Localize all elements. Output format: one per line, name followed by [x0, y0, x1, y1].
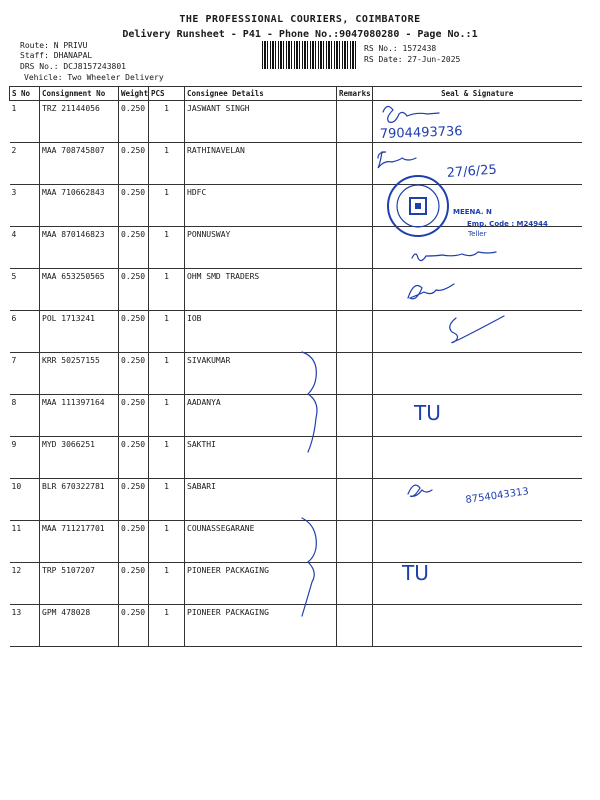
- cell-consignment: MAA 653250565: [40, 269, 119, 311]
- row1-phone-handwritten: 7904493736: [379, 124, 463, 142]
- cell-signature: [373, 395, 582, 437]
- table-row: [10, 101, 582, 143]
- cell-pcs: 1: [149, 479, 185, 521]
- cell-consignment: MYD 3066251: [40, 437, 119, 479]
- cell-weight: 0.250: [119, 437, 149, 479]
- table-row: [10, 311, 582, 353]
- cell-consignee: AADANYA: [185, 395, 337, 437]
- cell-sno: 13: [10, 605, 40, 647]
- table-row: [10, 353, 582, 395]
- cell-signature: [373, 479, 582, 521]
- cell-weight: 0.250: [119, 563, 149, 605]
- cell-signature: [373, 353, 582, 395]
- table-row: [10, 395, 582, 437]
- cell-weight: 0.250: [119, 143, 149, 185]
- runsheet-table: [9, 86, 582, 647]
- col-remarks: Remarks: [337, 87, 373, 101]
- table-row: [10, 479, 582, 521]
- runsheet-subtitle: Delivery Runsheet - P41 - Phone No.:9047080280 - Page No.:1: [122, 29, 478, 40]
- cell-signature: [373, 311, 582, 353]
- cell-consignment: MAA 708745807: [40, 143, 119, 185]
- cell-consignee: OHM SMD TRADERS: [185, 269, 337, 311]
- cell-remarks: [337, 563, 373, 605]
- cell-consignee: PIONEER PACKAGING: [185, 563, 337, 605]
- cell-sno: 2: [10, 143, 40, 185]
- table-row: [10, 227, 582, 269]
- cell-remarks: [337, 185, 373, 227]
- cell-pcs: 1: [149, 143, 185, 185]
- cell-signature: [373, 521, 582, 563]
- cell-pcs: 1: [149, 521, 185, 563]
- cell-weight: 0.250: [119, 269, 149, 311]
- rs-date: RS Date: 27-Jun-2025: [364, 55, 461, 64]
- cell-pcs: 1: [149, 311, 185, 353]
- cell-sno: 3: [10, 185, 40, 227]
- cell-weight: 0.250: [119, 311, 149, 353]
- cell-pcs: 1: [149, 101, 185, 143]
- cell-remarks: [337, 227, 373, 269]
- col-consignee: Consignee Details: [185, 87, 337, 101]
- cell-pcs: 1: [149, 227, 185, 269]
- cell-consignee: PIONEER PACKAGING: [185, 605, 337, 647]
- stamp-emp-code: Emp. Code : M24944: [467, 220, 548, 228]
- cell-sno: 7: [10, 353, 40, 395]
- cell-consignment: POL 1713241: [40, 311, 119, 353]
- cell-consignee: SIVAKUMAR: [185, 353, 337, 395]
- cell-consignment: MAA 711217701: [40, 521, 119, 563]
- cell-pcs: 1: [149, 353, 185, 395]
- drs-label: DRS No.: DCJ8157243801: [20, 62, 126, 71]
- cell-consignee: COUNASSEGARANE: [185, 521, 337, 563]
- table-row: [10, 437, 582, 479]
- cell-signature: [373, 227, 582, 269]
- cell-remarks: [337, 479, 373, 521]
- stamp-name: MEENA. N: [453, 208, 492, 216]
- col-pcs: PCS: [149, 87, 185, 101]
- cell-signature: [373, 101, 582, 143]
- cell-pcs: 1: [149, 395, 185, 437]
- cell-consignee: HDFC: [185, 185, 337, 227]
- cell-weight: 0.250: [119, 227, 149, 269]
- cell-sno: 11: [10, 521, 40, 563]
- cell-signature: [373, 563, 582, 605]
- cell-consignee: JASWANT SINGH: [185, 101, 337, 143]
- cell-consignment: TRZ 21144056: [40, 101, 119, 143]
- cell-consignee: SAKTHI: [185, 437, 337, 479]
- cell-sno: 10: [10, 479, 40, 521]
- cell-signature: [373, 185, 582, 227]
- col-sno: S No: [10, 87, 40, 101]
- cell-remarks: [337, 521, 373, 563]
- cell-sno: 6: [10, 311, 40, 353]
- cell-sno: 8: [10, 395, 40, 437]
- cell-pcs: 1: [149, 269, 185, 311]
- cell-pcs: 1: [149, 605, 185, 647]
- table-row: [10, 269, 582, 311]
- cell-pcs: 1: [149, 563, 185, 605]
- cell-weight: 0.250: [119, 185, 149, 227]
- cell-remarks: [337, 311, 373, 353]
- cell-consignee: SABARI: [185, 479, 337, 521]
- stamp-role: Teller: [468, 230, 487, 238]
- cell-consignment: MAA 710662843: [40, 185, 119, 227]
- cell-weight: 0.250: [119, 395, 149, 437]
- cell-consignment: BLR 670322781: [40, 479, 119, 521]
- cell-sno: 5: [10, 269, 40, 311]
- route-label: Route: N PRIVU: [20, 41, 88, 50]
- row12-mark-handwritten: TU: [402, 561, 429, 585]
- table-row: [10, 521, 582, 563]
- cell-remarks: [337, 395, 373, 437]
- cell-signature: [373, 437, 582, 479]
- cell-remarks: [337, 143, 373, 185]
- cell-sno: 1: [10, 101, 40, 143]
- cell-pcs: 1: [149, 185, 185, 227]
- staff-label: Staff: DHANAPAL: [20, 51, 93, 60]
- cell-sno: 9: [10, 437, 40, 479]
- cell-consignment: GPM 478028: [40, 605, 119, 647]
- table-header-row: [10, 87, 582, 101]
- company-title: THE PROFESSIONAL COURIERS, COIMBATORE: [179, 14, 421, 25]
- cell-remarks: [337, 269, 373, 311]
- table-row: [10, 143, 582, 185]
- cell-remarks: [337, 605, 373, 647]
- table-row: [10, 185, 582, 227]
- cell-sno: 12: [10, 563, 40, 605]
- cell-weight: 0.250: [119, 353, 149, 395]
- col-weight: Weight: [119, 87, 149, 101]
- cell-sno: 4: [10, 227, 40, 269]
- cell-signature: [373, 269, 582, 311]
- vehicle-label: Vehicle: Two Wheeler Delivery: [24, 73, 164, 82]
- cell-weight: 0.250: [119, 521, 149, 563]
- col-consignment: Consignment No: [40, 87, 119, 101]
- barcode: [262, 41, 358, 69]
- cell-weight: 0.250: [119, 101, 149, 143]
- row2-date-handwritten: 27/6/25: [446, 162, 498, 181]
- cell-weight: 0.250: [119, 605, 149, 647]
- rs-number: RS No.: 1572438: [364, 44, 437, 53]
- cell-consignment: MAA 870146823: [40, 227, 119, 269]
- cell-weight: 0.250: [119, 479, 149, 521]
- row8-mark-handwritten: TU: [414, 401, 441, 425]
- cell-consignment: MAA 111397164: [40, 395, 119, 437]
- table-row: [10, 605, 582, 647]
- cell-remarks: [337, 437, 373, 479]
- cell-remarks: [337, 353, 373, 395]
- cell-remarks: [337, 101, 373, 143]
- table-row: [10, 563, 582, 605]
- cell-consignment: TRP 5107207: [40, 563, 119, 605]
- row10-phone-handwritten: 8754043313: [464, 486, 530, 506]
- cell-consignee: IOB: [185, 311, 337, 353]
- cell-consignee: RATHINAVELAN: [185, 143, 337, 185]
- cell-consignment: KRR 50257155: [40, 353, 119, 395]
- cell-signature: [373, 143, 582, 185]
- cell-pcs: 1: [149, 437, 185, 479]
- cell-signature: [373, 605, 582, 647]
- col-signature: Seal & Signature: [373, 87, 582, 101]
- cell-consignee: PONNUSWAY: [185, 227, 337, 269]
